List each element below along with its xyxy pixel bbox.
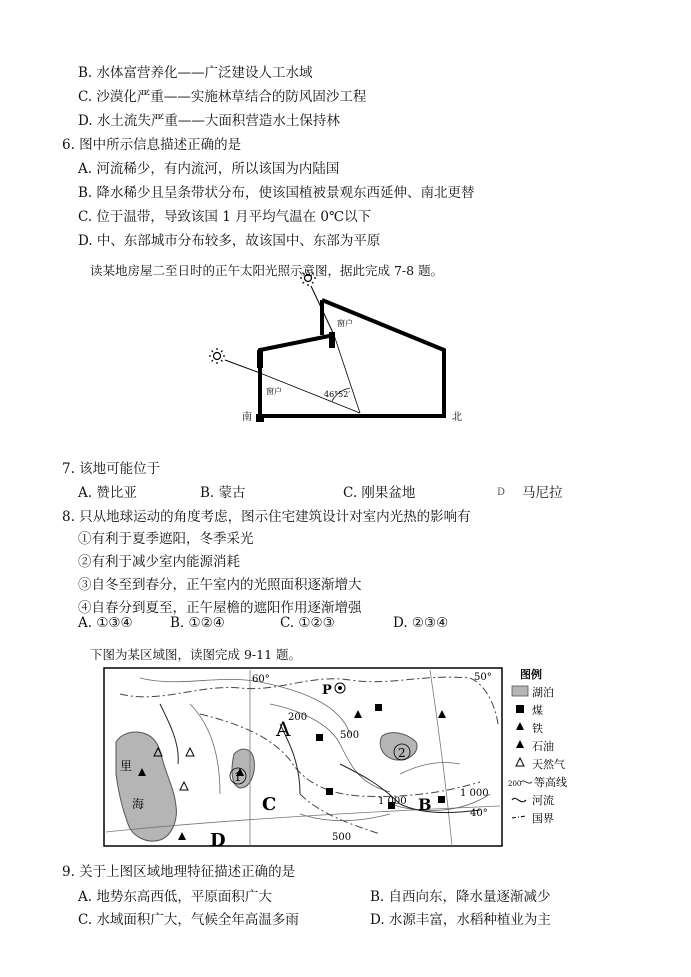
q5-option-b: B. 水体富营养化——广泛建设人工水域: [78, 65, 313, 81]
q8-item-3: ③自冬至到春分，正午室内的光照面积逐渐增大: [78, 577, 362, 593]
q5-option-c: C. 沙漠化严重——实施林草结合的防风固沙工程: [78, 89, 367, 105]
q8-item-4: ④自春分到夏至，正午屋檐的遮阳作用逐渐增强: [78, 600, 362, 616]
label-c1000b: 1 000: [460, 788, 489, 799]
angle-label: 46°52′: [324, 390, 351, 399]
sun-icon-lower: [209, 348, 225, 364]
q7-option-b: B. 蒙古: [200, 485, 246, 501]
q9-option-a: A. 地势东高西低，平原面积广大: [78, 889, 272, 905]
q8-option-d: D. ②③④: [393, 615, 449, 631]
legend-river: 河流: [532, 794, 554, 807]
coal-icon: [316, 734, 323, 741]
legend-gas: 天然气: [532, 758, 565, 771]
q6-option-c: C. 位于温带，导致该国 1 月平均气温在 0℃以下: [78, 209, 372, 225]
coal-icon: [375, 704, 382, 711]
label-2: 2: [398, 746, 406, 760]
north-label: 北: [452, 412, 462, 423]
legend-title: 图例: [520, 668, 542, 681]
label-hai: 海: [132, 797, 145, 811]
q9-stem: 9. 关于上图区域地理特征描述正确的是: [62, 864, 296, 880]
q5-option-d: D. 水土流失严重——大面积营造水土保持林: [78, 113, 340, 129]
window-label-upper: 窗户: [337, 319, 353, 328]
legend-coal: 煤: [532, 704, 543, 717]
q8-option-b: B. ①②④: [170, 615, 225, 631]
coal-icon: [326, 788, 333, 795]
legend-iron: 铁: [532, 722, 543, 735]
coal-icon: [438, 796, 445, 803]
q8-item-1: ①有利于夏季遮阳，冬季采光: [78, 531, 254, 547]
label-lon60: 60°: [252, 674, 270, 685]
q7-option-c: C. 刚果盆地: [343, 485, 416, 501]
label-c500b: 500: [332, 832, 352, 843]
label-lat40: 40°: [470, 808, 488, 819]
label-a: A: [276, 717, 291, 741]
legend-contour: 等高线: [534, 776, 567, 789]
label-b: B: [418, 795, 432, 814]
q7-option-d: 马尼拉: [522, 485, 563, 501]
label-c: C: [262, 794, 277, 815]
label-lon50: 50°: [474, 672, 492, 683]
regional-map: [100, 664, 580, 852]
label-li: 里: [120, 759, 133, 773]
label-d: D: [210, 830, 226, 851]
q6-option-b: B. 降水稀少且呈条带状分布，使该国植被景观东西延伸、南北更替: [78, 185, 475, 201]
label-c500a: 500: [340, 730, 360, 741]
south-label: 南: [242, 412, 252, 423]
window-label-lower: 窗户: [266, 387, 282, 396]
q8-stem: 8. 只从地球运动的角度考虑，图示住宅建筑设计对室内光热的影响有: [62, 509, 471, 525]
q7-option-d-letter: D: [497, 487, 506, 498]
label-c200: 200: [288, 712, 308, 723]
figure2-caption: 下图为某区域图，读图完成 9-11 题。: [90, 647, 302, 662]
legend-border: 国界: [532, 812, 554, 825]
q9-option-b: B. 自西向东，降水量逐渐减少: [370, 889, 551, 905]
house-sunlight-diagram: [200, 270, 470, 430]
figure1-caption: 读某地房屋二至日时的正午太阳光照示意图，据此完成 7-8 题。: [90, 263, 444, 278]
sun-icon-upper: [300, 270, 316, 286]
q8-option-a: A. ①③④: [78, 615, 133, 631]
legend-oil: 石油: [532, 740, 554, 753]
q8-option-c: C. ①②③: [280, 615, 335, 631]
legend-lake: 湖泊: [532, 686, 554, 699]
q6-option-a: A. 河流稀少，有内流河，所以该国为内陆国: [78, 161, 340, 177]
q6-option-d: D. 中、东部城市分布较多，故该国中、东部为平原: [78, 233, 381, 249]
q6-stem: 6. 图中所示信息描述正确的是: [62, 137, 242, 153]
q7-option-a: A. 赞比亚: [78, 485, 137, 501]
q9-option-c: C. 水域面积广大，气候全年高温多雨: [78, 912, 299, 928]
q9-option-d: D. 水源丰富，水稻种植业为主: [370, 912, 551, 928]
label-c1000a: 1 000: [378, 796, 407, 807]
q8-item-2: ②有利于减少室内能源消耗: [78, 554, 240, 570]
label-p: P: [322, 683, 332, 698]
legend-contour-sample: 200: [508, 780, 522, 788]
label-1: 1: [234, 770, 242, 784]
q7-stem: 7. 该地可能位于: [62, 461, 161, 477]
